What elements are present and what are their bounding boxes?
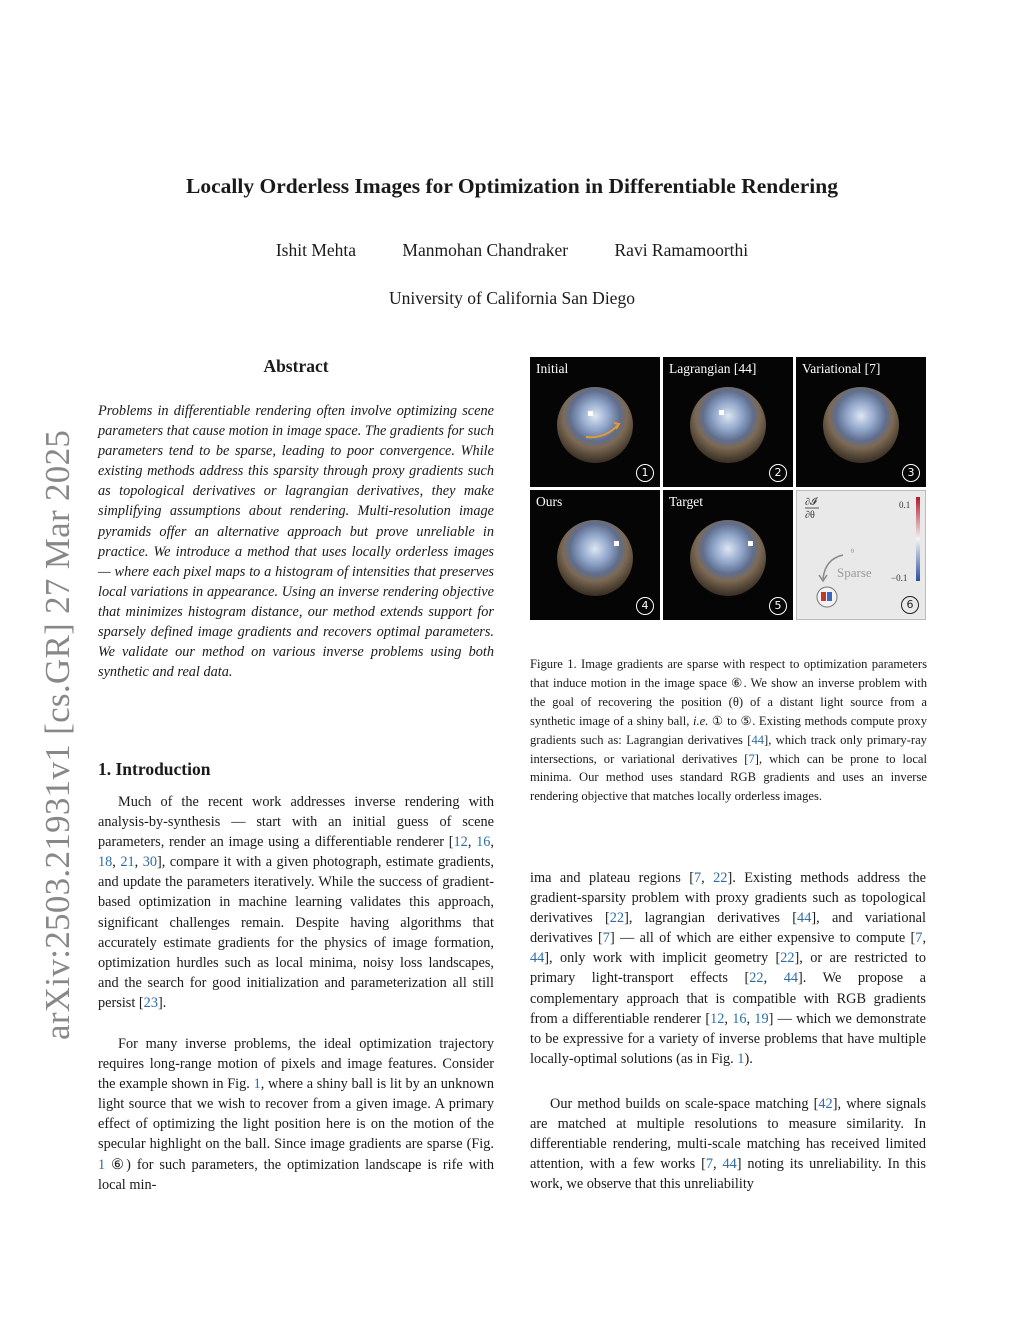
affiliation: University of California San Diego bbox=[389, 288, 635, 308]
colorbar bbox=[916, 497, 920, 581]
introduction-heading: 1. Introduction bbox=[98, 759, 211, 779]
author-name: Ravi Ramamoorthi bbox=[614, 240, 749, 260]
intro-paragraph-2: For many inverse problems, the ideal optimization trajectory requires long-range motion of pixels and image features. Consider the example shown in Fig. 1, where a shiny ball is lit by an unknown light source that we wish to recover from a given image. A primary effect of optimizing the light position here is on the motion of the specular highlight on the ball. Since image gradients are sparse (Fig. 1 ⑥) for such parameters, the optimization landscape is rife with local min- bbox=[98, 1036, 494, 1193]
colorbar-max-label: 0.1 bbox=[899, 500, 911, 510]
panel-number: 1 bbox=[636, 464, 654, 482]
sparse-label: Sparse bbox=[837, 565, 872, 580]
figure-panel-gradient bbox=[796, 490, 926, 620]
citation-link[interactable]: 12 bbox=[453, 834, 468, 851]
citation-link[interactable]: 44 bbox=[530, 950, 545, 967]
figure-panel-ours bbox=[530, 490, 660, 620]
panel-number: 5 bbox=[769, 597, 787, 615]
intro-paragraph-1: Much of the recent work addresses inverse rendering with analysis-by-synthesis — start with an initial guess of scene parameters, render an image using a differentiable renderer [12, 16, 18, 21, 30], compare it with a given photograph, estimate gradients, and update the parameters iteratively. While the success of gradient-based optimization in machine learning validates this approach, significant challenges remain. Despite having algorithms that accurately estimate gradients for the physics of image formation, optimization hurdles such as local minima, noisy loss landscapes, and the search for good initialization and parameterization all still persist [23]. bbox=[98, 794, 494, 1011]
right-paragraph-2: Our method builds on scale-space matching [42], where signals are matched at multiple resolutions to measure similarity. In differentiable rendering, multi-scale matching has received limited attention, with a few works [7, 44] noting its unreliability. In this work, we observe that this unreliability bbox=[530, 1096, 927, 1193]
citation-link[interactable]: 44 bbox=[783, 970, 798, 987]
panel-label: Initial bbox=[536, 361, 569, 376]
citation-link[interactable]: 7 bbox=[693, 870, 702, 886]
panel-label: Target bbox=[669, 494, 704, 509]
panel-number: 4 bbox=[636, 597, 654, 615]
author-list bbox=[0, 240, 1024, 261]
figure-caption: Figure 1. Image gradients are sparse with respect to optimization parameters that induce motion in the image space ⑥. We show an inverse problem with the goal of recovering the position (θ) of a distant light source from a synthetic image of a shiny ball, i.e. ① to ⑤. Existing methods compute proxy gradients such as: Lagrangian derivatives [44], which track only primary-ray intersections, or variational derivatives [7], which can be prone to local minima. Our method uses standard RGB gradients and uses an inverse rendering objective that matches locally orderless images. bbox=[530, 657, 927, 804]
figure-panel-initial bbox=[530, 357, 660, 487]
citation-link[interactable]: 21 bbox=[120, 854, 135, 871]
figure-1 bbox=[530, 357, 927, 620]
panel-number: 2 bbox=[769, 464, 787, 482]
citation-link[interactable]: 7 bbox=[915, 930, 923, 947]
panel-label: Ours bbox=[536, 494, 563, 509]
panel-label: Lagrangian [44] bbox=[669, 361, 757, 376]
right-paragraph-1: ima and plateau regions [7, 22]. Existing methods address the gradient-sparsity problem with proxy gradients such as topological derivatives [22], lagrangian derivatives [44], and variational derivatives [7] — all of which are either expensive to compute [7, 44], only work with implicit geometry [22], or are restricted to primary light-transport effects [22, 44]. We propose a complementary approach that is compatible with RGB gradients from a differentiable renderer [12, 16, 19] — which we demonstrate to be expressive for a variety of inverse problems that have multiple locally-optimal solutions (as in Fig. 1). bbox=[530, 870, 927, 1067]
figure-panel-lagrangian bbox=[663, 357, 793, 487]
figure-link[interactable]: 1 bbox=[737, 1050, 745, 1067]
citation-link[interactable]: 22 bbox=[780, 950, 795, 967]
paper-title: Locally Orderless Images for Optimization in Differentiable Rendering bbox=[186, 174, 838, 198]
citation-link[interactable]: 16 bbox=[732, 1010, 747, 1027]
gradient-symbol-numerator: ∂𝓘 bbox=[805, 497, 817, 508]
citation-link[interactable]: 30 bbox=[142, 854, 157, 871]
citation-link[interactable]: 18 bbox=[98, 854, 113, 871]
citation-link[interactable]: 7 bbox=[705, 1156, 713, 1173]
abstract-heading: Abstract bbox=[263, 356, 329, 376]
colorbar-min-label: −0.1 bbox=[891, 573, 908, 583]
gradient-symbol-denominator: ∂θ bbox=[805, 510, 815, 521]
author-name: Ishit Mehta bbox=[275, 240, 357, 260]
author-name: Manmohan Chandraker bbox=[402, 240, 569, 260]
panel-label: Variational [7] bbox=[802, 361, 881, 376]
abstract-text: Problems in differentiable rendering often involve optimizing scene parameters that cause motion in image space. The gradients for such parameters tend to be sparse, leading to poor convergence. While existing methods address this sparsity through proxy gradients such as topological derivatives or lagrangian derivatives, they make simplifying assumptions about rendering. Multi-resolution image pyramids offer an alternative approach but prove unreliable in practice. We introduce a method that uses locally orderless images — where each pixel maps to a histogram of intensities that preserves local variations in appearance. Using an inverse rendering objective that minimizes histogram distance, our method extends support for sparsely defined image gradients and recovers optimal parameters. We validate our method on various inverse problems using both synthetic and real data. bbox=[98, 403, 494, 681]
citation-link[interactable]: 22 bbox=[609, 910, 625, 927]
figure-panel-variational bbox=[796, 357, 926, 487]
citation-link[interactable]: 44 bbox=[751, 732, 765, 747]
panel-number: 6 bbox=[901, 596, 919, 614]
citation-link[interactable]: 23 bbox=[143, 994, 158, 1011]
citation-link[interactable]: 44 bbox=[797, 910, 812, 927]
citation-link[interactable]: 7 bbox=[748, 751, 755, 766]
panel-number: 3 bbox=[902, 464, 920, 482]
figure-panel-target bbox=[663, 490, 793, 620]
citation-link[interactable]: 22 bbox=[749, 970, 764, 987]
citation-link[interactable]: 42 bbox=[818, 1096, 833, 1112]
citation-link[interactable]: 19 bbox=[754, 1010, 769, 1027]
citation-link[interactable]: 44 bbox=[722, 1156, 737, 1173]
figure-link[interactable]: 1 bbox=[253, 1076, 261, 1093]
citation-link[interactable]: 7 bbox=[602, 930, 610, 947]
figure-link[interactable]: 1 bbox=[98, 1156, 106, 1173]
citation-link[interactable]: 22 bbox=[713, 870, 728, 886]
arxiv-identifier: arXiv:2503.21931v1 [cs.GR] 27 Mar 2025 bbox=[38, 429, 77, 1040]
citation-link[interactable]: 12 bbox=[710, 1010, 725, 1027]
theta-label: θ bbox=[851, 549, 854, 555]
citation-link[interactable]: 16 bbox=[476, 834, 491, 851]
